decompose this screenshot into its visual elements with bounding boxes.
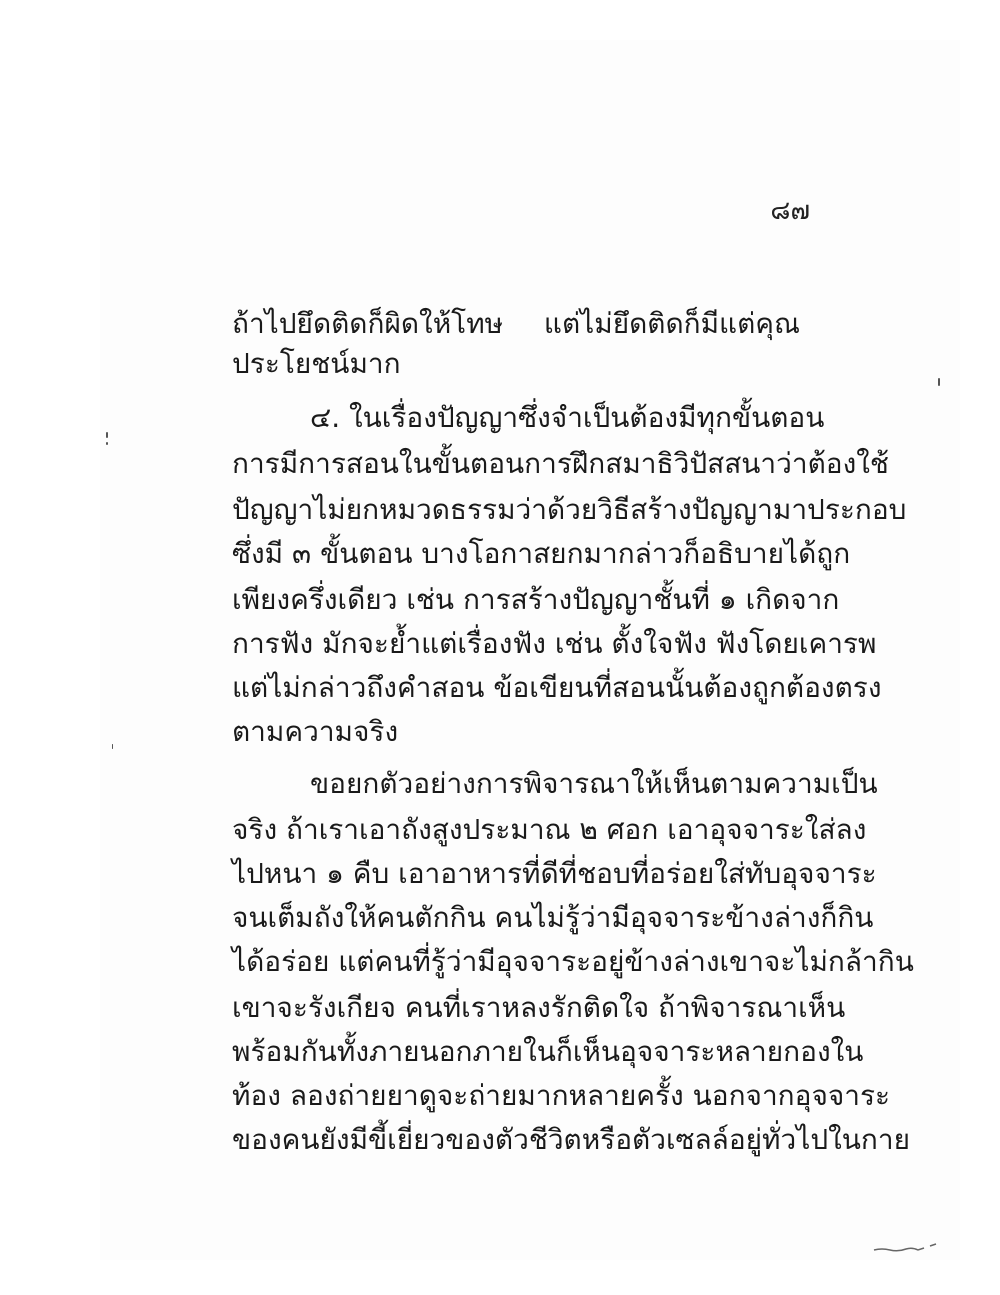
text-line: การมีการสอนในขั้นตอนการฝึกสมาธิวิปัสสนาว่าต้องใช้ — [232, 447, 889, 480]
scan-speck — [938, 378, 940, 386]
text-line: ถ้าไปยึดติดก็ผิดให้โทษ แต่ไม่ยึดติดก็มีแต่คุณ — [232, 307, 800, 340]
text-line: เพียงครึ่งเดียว เช่น การสร้างปัญญาชั้นที่ ๑ เกิดจาก — [232, 583, 840, 616]
text-line: ซึ่งมี ๓ ขั้นตอน บางโอกาสยกมากล่าวก็อธิบายได้ถูก — [232, 537, 851, 570]
text-line: ของคนยังมีขี้เยี่ยวของตัวชีวิตหรือตัวเซลล์อยู่ทั่วไปในกาย — [232, 1123, 910, 1156]
scan-speck — [106, 442, 108, 445]
text-line: การฟัง มักจะย้ำแต่เรื่องฟัง เช่น ตั้งใจฟัง ฟังโดยเคารพ — [232, 627, 877, 660]
text-line: แต่ไม่กล่าวถึงคำสอน ข้อเขียนที่สอนนั้นต้องถูกต้องตรง — [232, 671, 882, 704]
page-number: ๘๗ — [770, 196, 810, 226]
text-line: พร้อมกันทั้งภายนอกภายในก็เห็นอุจจาระหลายกองใน — [232, 1035, 864, 1068]
scan-speck — [112, 744, 113, 749]
scan-mark — [872, 1240, 942, 1254]
text-line: ท้อง ลองถ่ายยาดูจะถ่ายมากหลายครั้ง นอกจากอุจจาระ — [232, 1079, 891, 1112]
text-line: จนเต็มถังให้คนตักกิน คนไม่รู้ว่ามีอุจจาระข้างล่างก็กิน — [232, 901, 874, 934]
text-line: ขอยกตัวอย่างการพิจารณาให้เห็นตามความเป็น — [310, 767, 878, 800]
text-line: ตามความจริง — [232, 715, 399, 748]
text-line: ๔. ในเรื่องปัญญาซึ่งจำเป็นต้องมีทุกขั้นตอน — [310, 401, 825, 434]
text-line: จริง ถ้าเราเอาถังสูงประมาณ ๒ ศอก เอาอุจจาระใส่ลง — [232, 813, 867, 846]
text-line: ปัญญาไม่ยกหมวดธรรมว่าด้วยวิธีสร้างปัญญามาประกอบ — [232, 493, 907, 526]
scan-speck — [106, 432, 108, 438]
text-line: ไปหนา ๑ คืบ เอาอาหารที่ดีที่ชอบที่อร่อยใส่ทับอุจจาระ — [232, 857, 877, 890]
text-line: ได้อร่อย แต่คนที่รู้ว่ามีอุจจาระอยู่ข้างล่างเขาจะไม่กล้ากิน — [232, 945, 914, 978]
text-line: ประโยชน์มาก — [232, 347, 401, 380]
text-line: เขาจะรังเกียจ คนที่เราหลงรักติดใจ ถ้าพิจารณาเห็น — [232, 991, 846, 1024]
